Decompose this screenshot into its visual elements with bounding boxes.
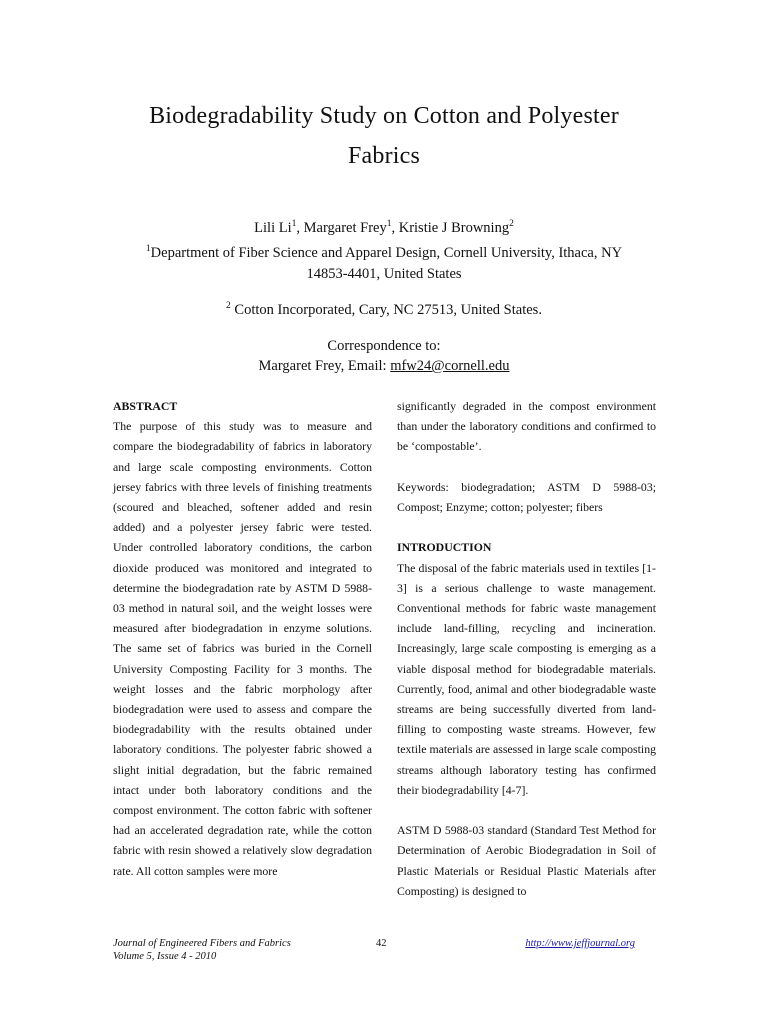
author-name: Lili Li [254,219,292,236]
introduction-para-1: The disposal of the fabric materials used in textiles [1-3] is a serious challenge to waste management. Conventional methods for fabric waste management include land-filling, recycling and incineration. Increasingly, large scale composting is emerging as a viable disposal method for biodegradable materials. Currently, food, animal and other biodegradable waste streams are being successfully diverted from land-filling to composting waste streams. However, few textile materials are assessed in large scale composting streams although laboratory testing has confirmed their biodegradability [4-7]. [397,560,656,797]
abstract-text: The purpose of this study was to measure and compare the biodegradability of fabrics in laboratory and large scale composting environments. Cotton jersey fabrics with three levels of finishing treatments (scoured and bleached, softener added and resin added) and a polyester jersey fabric were tested. Under controlled laboratory conditions, the carbon dioxide produced was monitored and integrated to determine the biodegradation rate by ASTM D 5988-03 method in natural soil, and the weight losses were measured after biodegradation in enzyme solutions. The same set of fabrics was buried in the Cornell University Composting Facility for 3 months. The weight losses and the fabric morphology after biodegradation were used to assess and compare the biodegradability with the results obtained under laboratory conditions. The polyester fabric showed a slight initial degradation, but the fabric remained intact under both laboratory conditions and the compost environment. The cotton fabric with softener had an accelerated degradation rate, while the cotton fabric with resin showed a relatively slow degradation rate. All cotton samples were more [113,419,372,878]
footer-volume: Volume 5, Issue 4 - 2010 [113,951,217,962]
introduction-heading: INTRODUCTION [397,540,492,555]
page-number: 42 [376,938,387,949]
affiliation-2 [0,296,768,321]
email-link[interactable]: mfw24@cornell.edu [390,358,510,374]
spacer [397,800,656,820]
author-name: , Margaret Frey [296,219,387,236]
footer-journal: Journal of Engineered Fibers and Fabrics [113,938,291,949]
spacer [397,517,656,537]
author-affil-mark: 1 [291,219,297,229]
abstract-heading: ABSTRACT [113,399,178,413]
affiliation-2-text: Cotton Incorporated, Cary, NC 27513, United States. [230,301,542,318]
correspondence-block [0,336,768,376]
footer-journal-info [113,937,291,963]
title-line-2: Fabrics [347,143,421,169]
correspondence-name: Margaret Frey, Email: [258,358,391,374]
affiliation-1-line-1: Department of Fiber Science and Apparel Design, Cornell University, Ithaca, NY [150,244,623,261]
right-column [397,396,656,901]
author-affil-mark: 2 [509,219,514,229]
affiliation-1 [0,239,768,264]
paper-title [0,96,768,176]
author-list [0,214,768,239]
affil-mark: 2 [226,301,231,311]
correspondence-contact [0,356,768,376]
author-block [0,214,768,285]
spacer [397,457,656,477]
affil-mark: 1 [145,243,151,254]
left-column [113,396,372,881]
author-affil-mark: 1 [386,219,392,229]
journal-url-link[interactable]: http://www.jeffjournal.org [525,938,635,949]
keywords: Keywords: biodegradation; ASTM D 5988-03; Compost; Enzyme; cotton; polyester; fibers [397,479,656,514]
abstract-continued: significantly degraded in the compost environment than under the laboratory conditions and confirmed to be ‘compostable’. [397,399,656,454]
introduction-para-2: ASTM D 5988-03 standard (Standard Test Method for Determination of Aerobic Biodegradation in Soil of Plastic Materials or Residual Plastic Materials after Composting) is designed to [397,823,656,898]
affiliation-1-line-2: 14853-4401, United States [306,265,462,282]
author-name: , Kristie J Browning [391,219,510,236]
correspondence-label: Correspondence to: [327,338,441,354]
title-line-1: Biodegradability Study on Cotton and Polyester [149,103,619,129]
